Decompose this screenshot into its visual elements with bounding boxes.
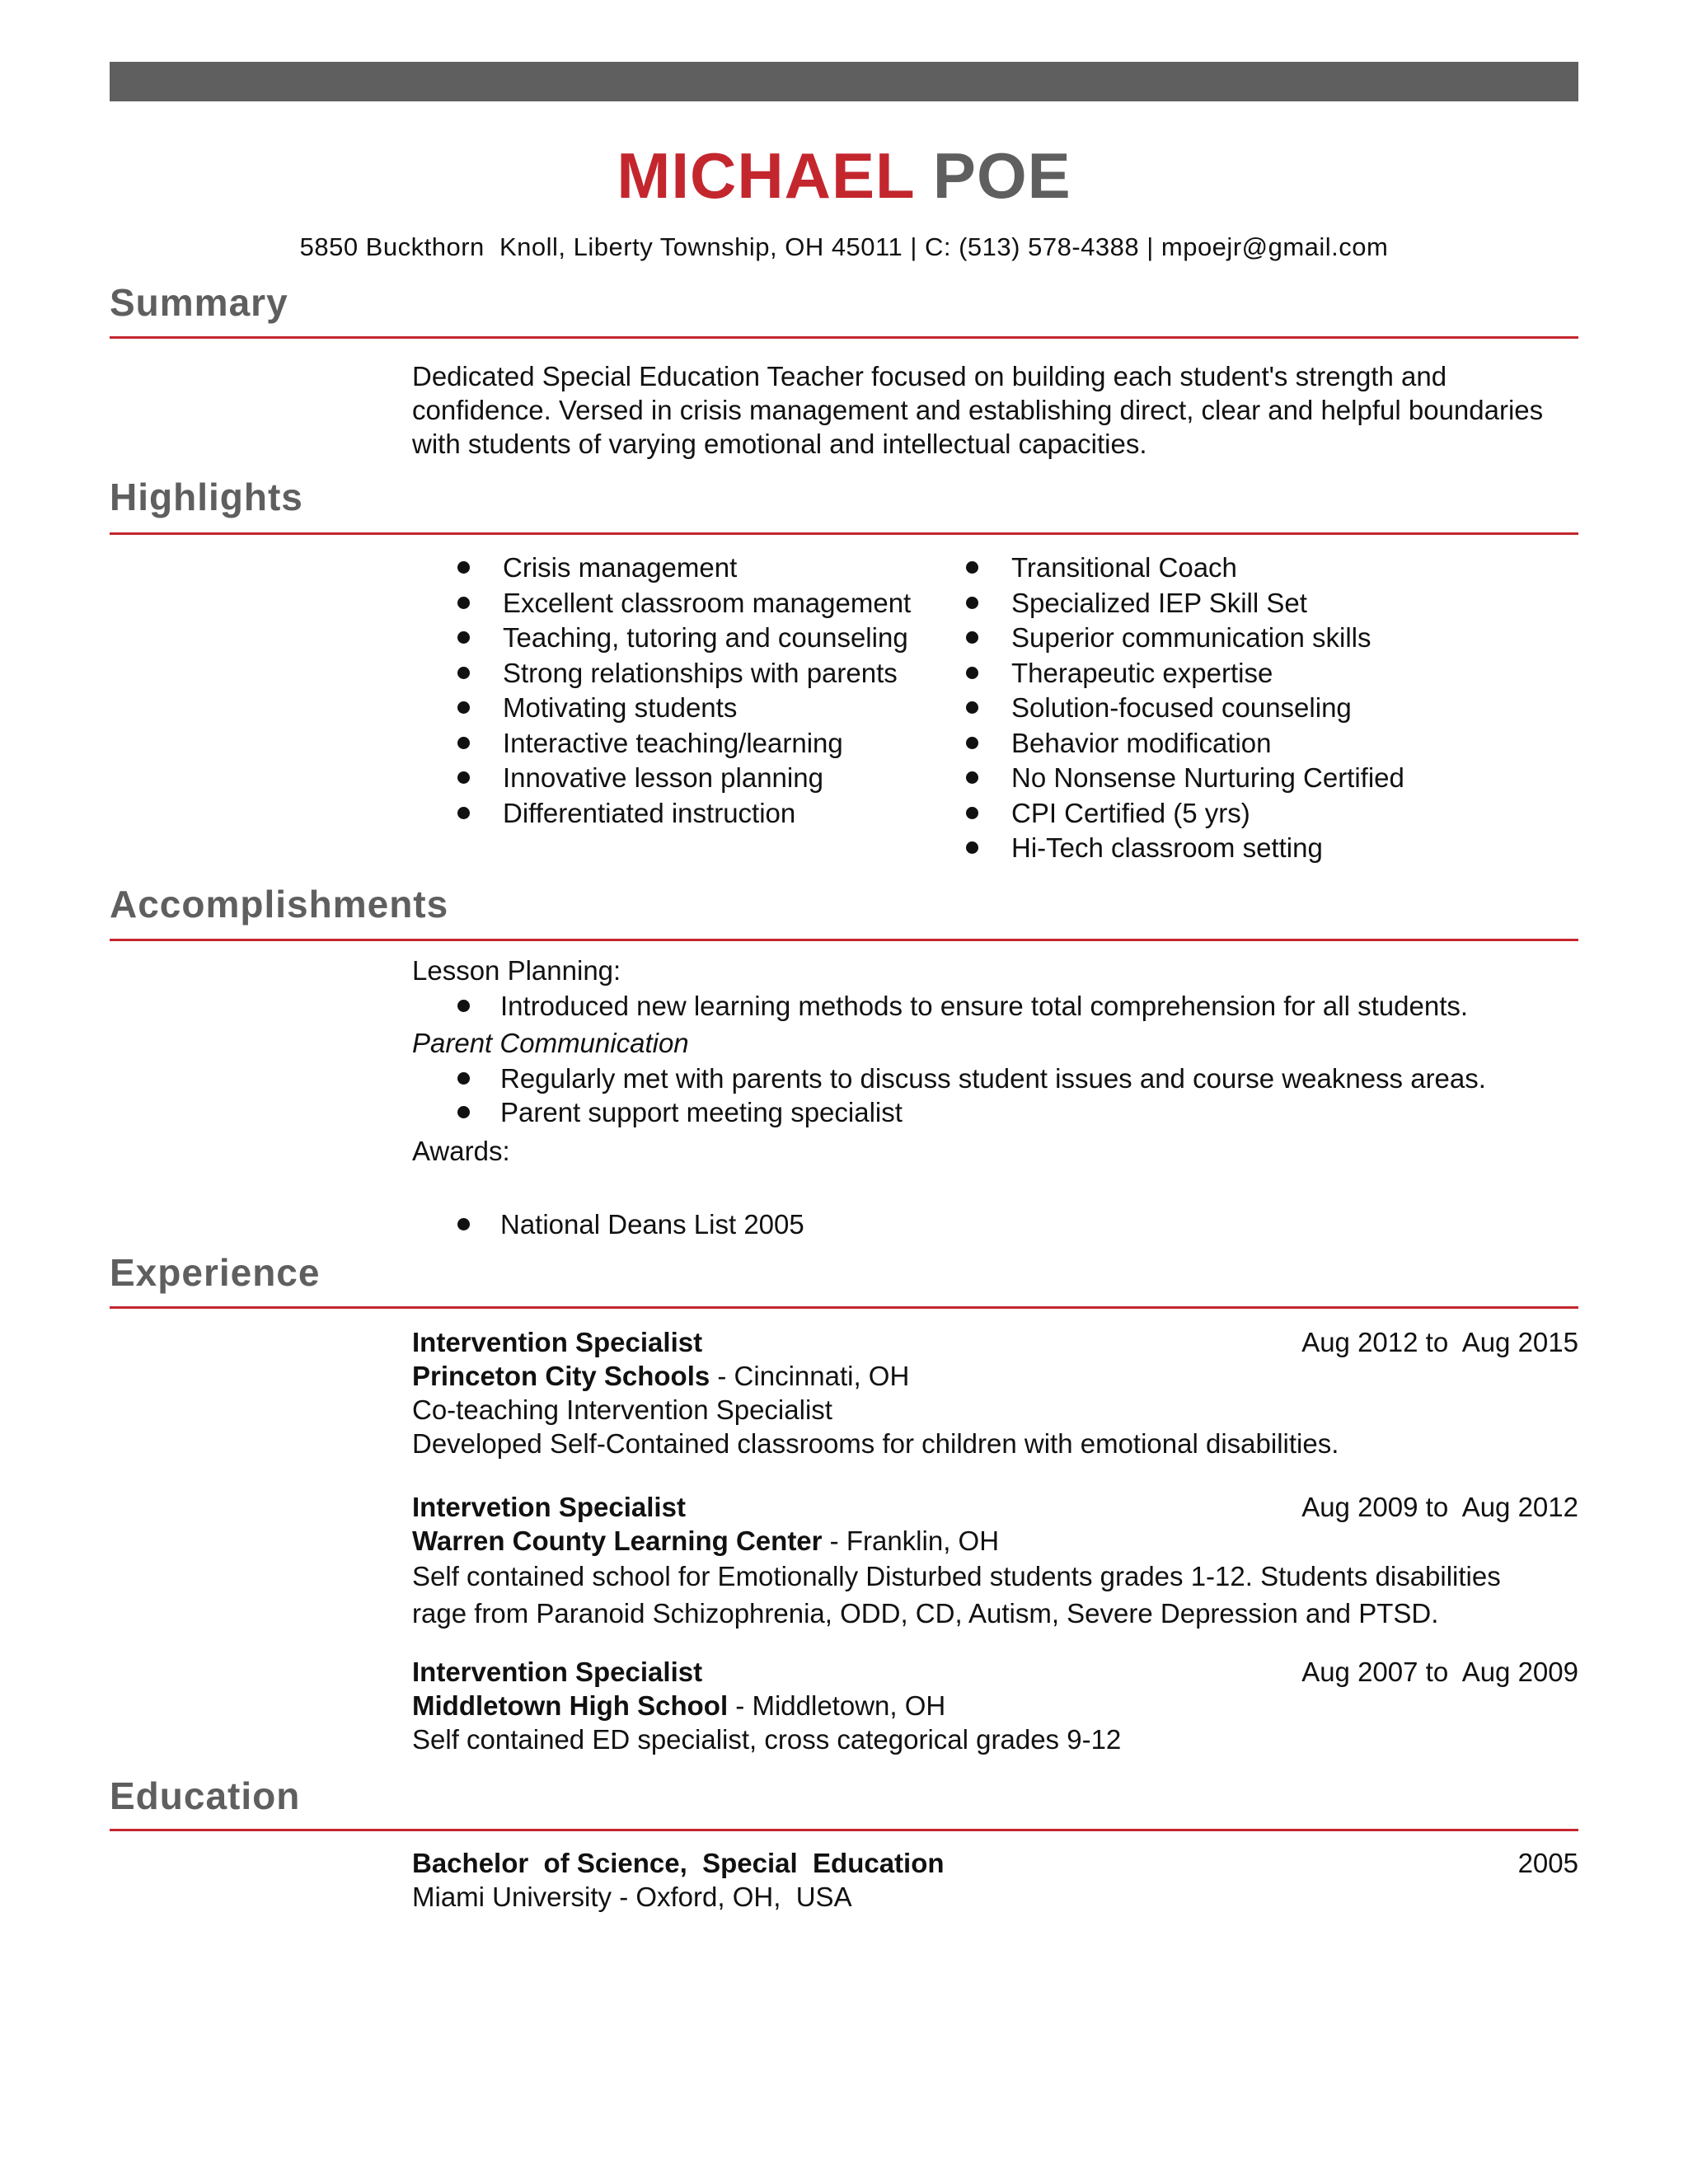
- job-dates: Aug 2007 to Aug 2009: [1301, 1657, 1578, 1687]
- parent-item: Parent support meeting specialist: [457, 1095, 903, 1129]
- highlight-item: CPI Certified (5 yrs): [966, 796, 1404, 832]
- job-title: Intervention Specialist: [412, 1327, 703, 1357]
- bullet-icon: [457, 561, 470, 574]
- first-name: MICHAEL: [617, 139, 915, 212]
- job-line: Self contained ED specialist, cross categorical grades 9-12: [412, 1724, 1122, 1755]
- education-entry: [412, 1846, 1578, 1914]
- bullet-icon: [457, 807, 470, 819]
- experience-heading: Experience: [110, 1251, 321, 1294]
- job-location: - Cincinnati, OH: [710, 1361, 910, 1391]
- parent-communication-label: Parent Communication: [412, 1028, 689, 1058]
- header-bar: [110, 62, 1578, 101]
- summary-rule: [110, 336, 1578, 339]
- bullet-icon: [457, 737, 470, 749]
- bullet-icon: [457, 771, 470, 784]
- bullet-icon: [457, 667, 470, 679]
- highlight-item: Behavior modification: [966, 726, 1404, 762]
- highlight-item: Transitional Coach: [966, 551, 1404, 586]
- highlight-item: Therapeutic expertise: [966, 656, 1404, 691]
- highlight-item: Innovative lesson planning: [457, 761, 911, 796]
- bullet-icon: [457, 631, 470, 644]
- lesson-planning-label: Lesson Planning:: [412, 955, 621, 986]
- job-line: Self contained school for Emotionally Disturbed students grades 1-12. Students disabilities rage from Paranoid Schizophrenia, ODD, CD, Autism, Severe Depression and PTSD.: [412, 1561, 1501, 1629]
- employer-name: Warren County Learning Center: [412, 1526, 823, 1556]
- highlight-item: Specialized IEP Skill Set: [966, 586, 1404, 621]
- job-line: Co-teaching Intervention Specialist: [412, 1394, 832, 1425]
- graduation-year: 2005: [1517, 1848, 1578, 1878]
- last-name: POE: [932, 139, 1071, 212]
- summary-text: Dedicated Special Education Teacher focused on building each student's strength and confidence. Versed in crisis management and establishing direct, clear and helpful boundaries with students of varying emotional and intellectual capacities.: [412, 361, 1544, 459]
- highlight-item: Solution-focused counseling: [966, 691, 1404, 726]
- education-rule: [110, 1829, 1578, 1831]
- highlights-left-list: [457, 551, 911, 831]
- highlight-item: Crisis management: [457, 551, 911, 586]
- job-title: Intervention Specialist: [412, 1657, 703, 1687]
- award-item: National Deans List 2005: [457, 1207, 804, 1241]
- degree: Bachelor of Science, Special Education: [412, 1848, 945, 1878]
- accomplishments-rule: [110, 939, 1578, 941]
- bullet-icon: [457, 1106, 470, 1118]
- highlight-item: Hi-Tech classroom setting: [966, 831, 1404, 866]
- job-dates: Aug 2012 to Aug 2015: [1301, 1327, 1578, 1357]
- highlight-item: Superior communication skills: [966, 621, 1404, 656]
- highlight-item: No Nonsense Nurturing Certified: [966, 761, 1404, 796]
- contact-line: 5850 Buckthorn Knoll, Liberty Township, OH 45011 | C: (513) 578-4388 | mpoejr@gmail.com: [299, 232, 1389, 261]
- bullet-icon: [966, 841, 978, 854]
- job-entry: [412, 1325, 1578, 1460]
- bullet-icon: [966, 631, 978, 644]
- job-line: Developed Self-Contained classrooms for children with emotional disabilities.: [412, 1428, 1339, 1459]
- accomplishments-heading: Accomplishments: [110, 883, 449, 926]
- highlight-item: Strong relationships with parents: [457, 656, 911, 691]
- bullet-icon: [457, 1218, 470, 1230]
- bullet-icon: [966, 597, 978, 609]
- highlight-item: Motivating students: [457, 691, 911, 726]
- bullet-icon: [457, 597, 470, 609]
- education-heading: Education: [110, 1774, 301, 1817]
- highlights-right-list: [966, 551, 1404, 866]
- job-location: - Middletown, OH: [728, 1690, 946, 1721]
- bullet-icon: [966, 701, 978, 714]
- bullet-icon: [966, 561, 978, 574]
- school-name: Miami University - Oxford, OH, USA: [412, 1882, 852, 1912]
- highlight-item: Teaching, tutoring and counseling: [457, 621, 911, 656]
- job-entry: [412, 1655, 1578, 1756]
- highlight-item: Differentiated instruction: [457, 796, 911, 832]
- bullet-icon: [966, 737, 978, 749]
- job-location: - Franklin, OH: [822, 1526, 1000, 1556]
- candidate-name: [0, 138, 1688, 213]
- job-dates: Aug 2009 to Aug 2012: [1301, 1492, 1578, 1522]
- bullet-icon: [457, 1000, 470, 1012]
- bullet-icon: [966, 807, 978, 819]
- employer-name: Middletown High School: [412, 1690, 729, 1721]
- lesson-item: Introduced new learning methods to ensure total comprehension for all students.: [457, 989, 1468, 1023]
- bullet-icon: [966, 771, 978, 784]
- highlight-item: Excellent classroom management: [457, 586, 911, 621]
- bullet-icon: [966, 667, 978, 679]
- highlight-item: Interactive teaching/learning: [457, 726, 911, 762]
- parent-item: Regularly met with parents to discuss student issues and course weakness areas.: [457, 1062, 1486, 1095]
- experience-rule: [110, 1306, 1578, 1309]
- bullet-icon: [457, 701, 470, 714]
- highlights-heading: Highlights: [110, 476, 303, 518]
- awards-label: Awards:: [412, 1136, 510, 1166]
- employer-name: Princeton City Schools: [412, 1361, 710, 1391]
- highlights-rule: [110, 532, 1578, 535]
- job-title: Intervetion Specialist: [412, 1492, 686, 1522]
- job-entry: [412, 1490, 1578, 1632]
- summary-heading: Summary: [110, 281, 288, 324]
- bullet-icon: [457, 1072, 470, 1085]
